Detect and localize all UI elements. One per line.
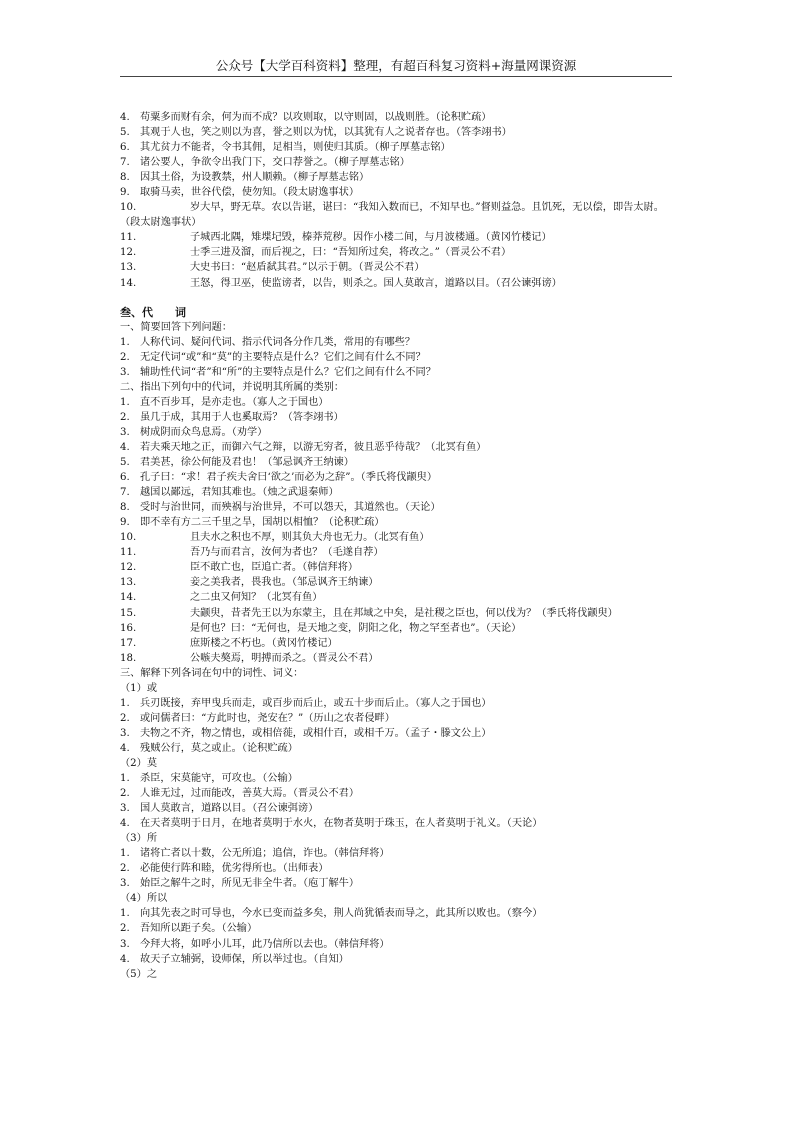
item-number: 1. bbox=[120, 697, 130, 709]
list-item bbox=[120, 365, 676, 380]
item-text: 必能使行阵和睦，优劣得所也。（出师表） bbox=[140, 863, 329, 875]
item-number: 9. bbox=[120, 187, 130, 199]
list-item bbox=[120, 155, 676, 170]
list-item bbox=[120, 636, 676, 651]
item-text: 树成阴而众鸟息焉。（劝学） bbox=[140, 426, 268, 438]
list-item bbox=[120, 786, 676, 801]
item-text: 取骑马卖，世谷代偿，使勿知。（段太尉逸事状） bbox=[140, 187, 360, 199]
item-text: 孔子曰：“求！君子疾夫舍曰‘欲之’而必为之辞”。（季氏将伐颛臾） bbox=[140, 472, 438, 484]
item-number: 5. bbox=[120, 127, 130, 139]
item-number: 10. bbox=[120, 532, 137, 544]
item-text: 苟粟多而财有余，何为而不成？以攻则取，以守则固，以战则胜。（论积贮疏） bbox=[140, 112, 492, 123]
list-item bbox=[120, 560, 676, 575]
item-number: 2. bbox=[120, 923, 130, 935]
list-item bbox=[120, 470, 676, 485]
part3-groups bbox=[120, 681, 676, 982]
list-item bbox=[120, 410, 676, 425]
item-text: 杀臣，宋莫能守，可攻也。（公输） bbox=[140, 773, 298, 785]
group-label: （5）之 bbox=[120, 968, 158, 980]
list-block-a bbox=[120, 110, 676, 200]
item-number: 2. bbox=[120, 863, 130, 875]
list-item bbox=[120, 500, 676, 515]
item-text: 无定代词“或”和“莫”的主要特点是什么？它们之间有什么不同？ bbox=[140, 351, 426, 363]
item-number: 18. bbox=[120, 652, 137, 664]
list-item bbox=[120, 230, 676, 245]
item-number: 3. bbox=[120, 878, 130, 890]
list-item bbox=[120, 801, 676, 816]
group-list bbox=[120, 906, 676, 966]
item-text: 始臣之解牛之时，所见无非全牛者。（庖丁解牛） bbox=[140, 878, 360, 890]
list-item bbox=[120, 771, 676, 786]
list-item bbox=[120, 335, 676, 350]
list-item bbox=[120, 741, 676, 756]
item-text: 夫颛臾，昔者先王以为东蒙主，且在邦域之中矣，是社稷之臣也，何以伐为？（季氏将伐颛臾） bbox=[190, 607, 618, 619]
list-item bbox=[120, 485, 676, 500]
list-item bbox=[120, 170, 676, 185]
item-text: 故天子立辅弼，设师保，所以举过也。（自知） bbox=[140, 953, 349, 965]
item-number: 13. bbox=[120, 262, 137, 274]
part1-list bbox=[120, 335, 676, 380]
list-item bbox=[120, 696, 676, 711]
item-number: 17. bbox=[120, 637, 137, 649]
list-item bbox=[120, 816, 676, 831]
item-number: 2. bbox=[120, 712, 130, 724]
item-text: 在天者莫明于日月，在地者莫明于水火，在物者莫明于珠玉，在人者莫明于礼义。（天论） bbox=[140, 818, 543, 830]
item-number: 1. bbox=[120, 396, 130, 408]
item-number: 14. bbox=[120, 592, 137, 604]
item-text: 夫物之不齐，物之情也，或相倍蓰，或相什百，或相千万。（孟子・滕文公上） bbox=[140, 727, 492, 739]
list-item bbox=[120, 711, 676, 726]
item-number: 6. bbox=[120, 142, 130, 154]
part2-list bbox=[120, 395, 676, 530]
group-list bbox=[120, 771, 676, 831]
item-number: 7. bbox=[120, 487, 130, 499]
list-item bbox=[120, 906, 676, 921]
item-text: 岁大早，野无草。农以告谌，谌曰：“我知入数而已，不知早也。”督则益急。且饥死，无以偿，即告太尉。（段太尉逸事状） bbox=[120, 202, 664, 229]
group-label: （2）莫 bbox=[120, 757, 158, 769]
item-number: 6. bbox=[120, 472, 130, 484]
item-number: 4. bbox=[120, 112, 130, 123]
list-item bbox=[120, 952, 676, 967]
list-item bbox=[120, 876, 676, 891]
item-number: 1. bbox=[120, 336, 130, 348]
document-body bbox=[120, 110, 676, 982]
list-item bbox=[120, 425, 676, 440]
list-item bbox=[120, 530, 676, 545]
item-number: 7. bbox=[120, 157, 130, 169]
item-text: 臣不敢亡也，臣追亡者。（韩信拜将） bbox=[190, 562, 359, 574]
item-text: 是何也？曰：“无何也，是天地之变，阴阳之化，物之罕至者也”。（天论） bbox=[190, 622, 522, 634]
item-number: 2. bbox=[120, 411, 130, 423]
item-text: 庶斯楼之不朽也。（黄冈竹楼记） bbox=[190, 637, 338, 649]
list-item bbox=[120, 350, 676, 365]
item-number: 9. bbox=[120, 517, 130, 529]
list-item bbox=[120, 110, 676, 125]
item-number: 14. bbox=[120, 277, 137, 289]
item-number: 4. bbox=[120, 818, 130, 830]
part1-heading: 一、简要回答下列问题： bbox=[120, 321, 233, 333]
list-item bbox=[120, 606, 676, 621]
item-text: 虽几于成，其用于人也奚取焉？（答李翊书） bbox=[140, 411, 344, 423]
item-number: 4. bbox=[120, 441, 130, 453]
part2-list-wide bbox=[120, 530, 676, 665]
item-number: 12. bbox=[120, 562, 137, 574]
list-item bbox=[120, 395, 676, 410]
list-item bbox=[120, 846, 676, 861]
item-text: 之二虫又何知？（北冥有鱼） bbox=[190, 592, 323, 604]
list-item bbox=[120, 455, 676, 470]
spacer bbox=[120, 291, 676, 305]
item-text: 君美甚，徐公何能及君也！（邹忌讽齐王纳谏） bbox=[140, 457, 354, 469]
group-label: （4）所以 bbox=[120, 893, 168, 905]
item-text: 吾知所以距子矣。（公输） bbox=[140, 923, 258, 935]
list-item bbox=[120, 140, 676, 155]
item-number: 3. bbox=[120, 803, 130, 815]
section-title: 叁、代 词 bbox=[120, 305, 186, 319]
item-text: 若夫乘天地之正，而御六气之辩，以游无穷者，彼且恶乎待哉？（北冥有鱼） bbox=[140, 441, 487, 453]
item-number: 12. bbox=[120, 247, 137, 259]
item-text: 直不百步耳，是亦走也。（寡人之于国也） bbox=[140, 396, 329, 408]
item-text: 其尤贫力不能者，令书其佣，足相当，则使归其质。（柳子厚墓志铭） bbox=[140, 142, 451, 154]
list-item bbox=[120, 200, 676, 230]
part2-heading: 二、指出下列句中的代词，并说明其所属的类别： bbox=[120, 381, 345, 393]
item-text: 向其先表之时可导也，今水已变而益多矣，荆人尚犹循表而导之，此其所以败也。（察今） bbox=[140, 908, 543, 920]
item-text: 因其土俗，为设教禁，州人顺赖。（柳子厚墓志铭） bbox=[140, 172, 370, 184]
item-number: 1. bbox=[120, 908, 130, 920]
item-number: 3. bbox=[120, 727, 130, 739]
item-text: 且夫水之积也不厚，则其负大舟也无力。（北冥有鱼） bbox=[190, 532, 430, 544]
item-number: 8. bbox=[120, 502, 130, 514]
group-label: （1）或 bbox=[120, 682, 158, 694]
item-number: 11. bbox=[120, 232, 137, 244]
list-item bbox=[120, 590, 676, 605]
group-list bbox=[120, 696, 676, 756]
header-rule bbox=[120, 76, 672, 77]
item-text: 残贼公行，莫之或止。（论积贮疏） bbox=[140, 742, 298, 754]
list-item bbox=[120, 621, 676, 636]
group-label: （3）所 bbox=[120, 833, 158, 845]
item-number: 2. bbox=[120, 788, 130, 800]
list-item bbox=[120, 861, 676, 876]
list-block-a-wide bbox=[120, 200, 676, 290]
item-text: 其观于人也，笑之则以为喜，誉之则以为忧，以其犹有人之说者存也。（答李翊书） bbox=[140, 127, 512, 139]
item-number: 10. bbox=[120, 202, 137, 214]
list-item bbox=[120, 515, 676, 530]
item-text: 兵刃既接，弃甲曳兵而走，或百步而后止，或五十步而后止。（寡人之于国也） bbox=[140, 697, 492, 709]
list-item bbox=[120, 575, 676, 590]
item-text: 或问儒者曰：“方此时也，尧安在？”（历山之农者侵畔） bbox=[140, 712, 395, 724]
item-text: 公嗾夫獒焉，明搏而杀之。（晋灵公不君） bbox=[190, 652, 379, 664]
item-number: 4. bbox=[120, 953, 130, 965]
list-item bbox=[120, 245, 676, 260]
item-text: 吾乃与而君言，汝何为者也？（毛遂自荐） bbox=[190, 547, 384, 559]
list-item bbox=[120, 921, 676, 936]
list-item bbox=[120, 440, 676, 455]
item-text: 国人莫敢言，道路以目。（召公谏弭谤） bbox=[140, 803, 319, 815]
item-number: 3. bbox=[120, 938, 130, 950]
item-text: 王怒，得卫巫，使监谤者，以告，则杀之。国人莫敢言，道路以目。（召公谏弭谤） bbox=[190, 277, 562, 289]
item-text: 越国以鄙远，君知其难也。（烛之武退秦师） bbox=[140, 487, 339, 499]
item-number: 3. bbox=[120, 426, 130, 438]
item-text: 士季三进及溜，而后视之，曰：“吾知所过矣，将改之。”（晋灵公不君） bbox=[190, 247, 512, 259]
item-text: 子城西北隅，雉堞圮毁，榛莽荒秽。因作小楼二间，与月波楼通。（黄冈竹楼记） bbox=[190, 232, 552, 244]
list-item bbox=[120, 726, 676, 741]
item-number: 4. bbox=[120, 742, 130, 754]
item-text: 大史书曰：“赵盾弑其君。”以示于朝。（晋灵公不君） bbox=[190, 262, 425, 274]
item-text: 诸公要人，争欲令出我门下，交口荐誉之。（柳子厚墓志铭） bbox=[140, 157, 410, 169]
item-text: 妾之美我者，畏我也。（邹忌讽齐王纳谏） bbox=[190, 577, 379, 589]
list-item bbox=[120, 937, 676, 952]
list-item bbox=[120, 276, 676, 291]
list-item bbox=[120, 651, 676, 666]
item-number: 1. bbox=[120, 848, 130, 860]
item-text: 诸将亡者以十数，公无所追；追信，诈也。（韩信拜将） bbox=[140, 848, 390, 860]
item-text: 今拜大将，如呼小儿耳，此乃信所以去也。（韩信拜将） bbox=[140, 938, 390, 950]
item-number: 2. bbox=[120, 351, 130, 363]
item-text: 人谁无过，过而能改，善莫大焉。（晋灵公不君） bbox=[140, 788, 360, 800]
item-number: 5. bbox=[120, 457, 130, 469]
item-text: 辅助性代词“者”和“所”的主要特点是什么？它们之间有什么不同？ bbox=[140, 366, 436, 378]
item-number: 11. bbox=[120, 547, 137, 559]
item-number: 16. bbox=[120, 622, 137, 634]
item-number: 3. bbox=[120, 366, 130, 378]
list-item bbox=[120, 260, 676, 275]
list-item bbox=[120, 185, 676, 200]
page-header: 公众号【大学百科资料】整理，有超百科复习资料+海量网课资源 bbox=[215, 58, 577, 73]
item-text: 受时与治世同，而殃祸与治世异，不可以怨天，其道然也。（天论） bbox=[140, 502, 441, 514]
item-number: 13. bbox=[120, 577, 137, 589]
list-item bbox=[120, 125, 676, 140]
item-number: 8. bbox=[120, 172, 130, 184]
list-item bbox=[120, 545, 676, 560]
item-text: 即不幸有方二三千里之旱，国胡以相恤？（论积贮疏） bbox=[140, 517, 385, 529]
group-list bbox=[120, 846, 676, 891]
part3-heading: 三、解释下列各词在句中的词性、词义： bbox=[120, 667, 304, 679]
item-text: 人称代词、疑问代词、指示代词各分作几类，常用的有哪些？ bbox=[140, 336, 416, 348]
item-number: 1. bbox=[120, 773, 130, 785]
item-number: 15. bbox=[120, 607, 137, 619]
